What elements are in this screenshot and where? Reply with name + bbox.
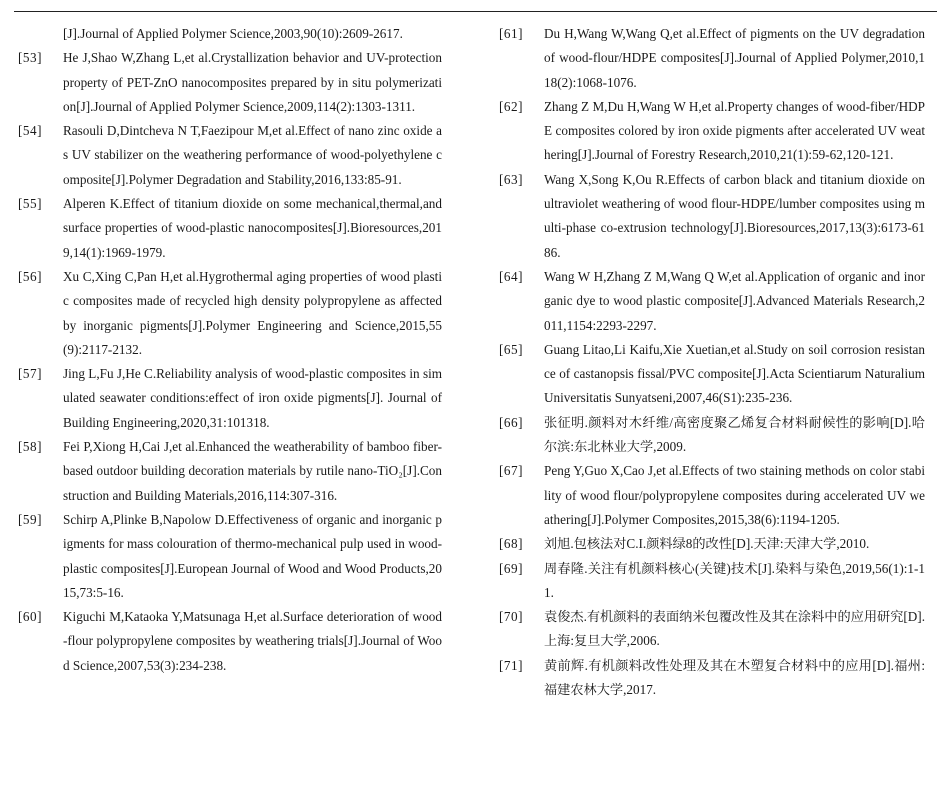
- reference-entry: [18, 508, 442, 605]
- reference-number: [65]: [499, 341, 523, 357]
- reference-number: [61]: [499, 26, 523, 41]
- reference-text: 袁俊杰.有机颜料的表面纳米包覆改性及其在涂料中的应用研究[D].上海:复旦大学,2006.: [544, 609, 925, 649]
- reference-text: Guang Litao,Li Kaifu,Xie Xuetian,et al.Study on soil corrosion resistance of castanopsis fissal/PVC composite[J].Acta Scientiarum Naturalium Universitatis Sunyatseni,2007,46(S1):235-236.: [544, 341, 925, 406]
- reference-entry: [18, 119, 442, 192]
- reference-number: [66]: [499, 414, 523, 430]
- reference-text: 周春隆.关注有机颜料核心(关键)技术[J].染料与染色,2019,56(1):1-11.: [544, 560, 925, 600]
- reference-number: [62]: [499, 98, 523, 114]
- reference-number: [68]: [499, 536, 523, 552]
- reference-number: [71]: [499, 657, 523, 673]
- reference-entry: [499, 605, 925, 654]
- reference-text: 张征明.颜料对木纤维/高密度聚乙烯复合材料耐候性的影响[D].哈尔滨:东北林业大学,2009.: [544, 414, 925, 455]
- reference-text: Xu C,Xing C,Pan H,et al.Hygrothermal aging properties of wood plastic composites made of recycled high density polypropylene as affected by inorganic pigments[J].Polymer Engineering and Science,2015,55(9):2117-2132.: [63, 268, 442, 357]
- reference-entry: [18, 605, 442, 678]
- reference-text: Rasouli D,Dintcheva N T,Faezipour M,et al.Effect of nano zinc oxide as UV stabilizer on the weathering performance of wood-polyethylene composite[J].Polymer Degradation and Stability,2016,133:85-91.: [63, 123, 442, 187]
- reference-number: [57]: [18, 366, 42, 382]
- reference-number: [67]: [499, 463, 523, 479]
- reference-number: [70]: [499, 609, 523, 625]
- reference-number: [64]: [499, 268, 523, 284]
- reference-column-right: [499, 22, 925, 702]
- reference-text: He J,Shao W,Zhang L,et al.Crystallization behavior and UV-protection property of PET-ZnO nanocomposites prepared by in situ polymerization[J].Journal of Applied Polymer Science,2009,114(2):1303-1311.: [63, 50, 442, 114]
- reference-number: [56]: [18, 268, 42, 284]
- reference-number: [58]: [18, 439, 42, 455]
- reference-text: Jing L,Fu J,He C.Reliability analysis of wood-plastic composites in simulated seawater conditions:effect of iron oxide pigments[J]. Journal of Building Engineering,2020,31:101318.: [63, 366, 442, 430]
- reference-entry: [18, 46, 442, 119]
- reference-number: [60]: [18, 609, 42, 625]
- reference-text: Du H,Wang W,Wang Q,et al.Effect of pigments on the UV degradation of wood-flour/HDPE composites[J].Journal of Applied Polymer,2010,118(2):1068-1076.: [544, 26, 925, 90]
- reference-number: [59]: [18, 511, 42, 527]
- reference-number: [63]: [499, 171, 523, 187]
- reference-number: [53]: [18, 50, 42, 66]
- reference-text: Peng Y,Guo X,Cao J,et al.Effects of two staining methods on color stability of wood flour/polypropylene composites during accelerated UV weathering[J].Polymer Composites,2015,38(6):1194-1205.: [544, 463, 925, 527]
- reference-text: Schirp A,Plinke B,Napolow D.Effectiveness of organic and inorganic pigments for mass colouration of thermo-mechanical pulp used in wood-plastic composites[J].European Journal of Wood and Wood Products,2015,73:5-16.: [63, 511, 442, 600]
- reference-column-left: [18, 22, 442, 678]
- reference-entry: [499, 265, 925, 338]
- reference-entry: [499, 22, 925, 95]
- reference-text: [J].Journal of Applied Polymer Science,2003,90(10):2609-2617.: [63, 26, 403, 41]
- reference-entry: [499, 95, 925, 168]
- header-rule: [14, 11, 937, 12]
- reference-text: Fei P,Xiong H,Cai J,et al.Enhanced the weatherability of bamboo fiber-based outdoor building decoration materials by rutile nano-TiO₂[J].Construction and Building Materials,2016,114:307-316.: [63, 439, 442, 503]
- reference-entry: [499, 168, 925, 265]
- reference-entry: [18, 435, 442, 508]
- reference-entry: [499, 459, 925, 532]
- reference-entry: [499, 557, 925, 606]
- reference-entry-continued: [18, 22, 442, 46]
- reference-text: Alperen K.Effect of titanium dioxide on some mechanical,thermal,and surface properties of wood-plastic nanocomposites[J].Bioresources,2019,14(1):1969-1979.: [63, 196, 442, 260]
- reference-entry: [499, 411, 925, 460]
- reference-text: Kiguchi M,Kataoka Y,Matsunaga H,et al.Surface deterioration of wood-flour polypropylene composites by weathering trials[J].Journal of Wood Science,2007,53(3):234-238.: [63, 609, 442, 673]
- reference-text: 黄前辉.有机颜料改性处理及其在木塑复合材料中的应用[D].福州:福建农林大学,2017.: [544, 657, 925, 698]
- reference-entry: [18, 192, 442, 265]
- reference-text: 刘旭.包核法对C.I.颜料绿8的改性[D].天津:天津大学,2010.: [544, 536, 870, 552]
- reference-number: [55]: [18, 196, 42, 212]
- reference-entry: [499, 338, 925, 411]
- reference-number: [54]: [18, 123, 42, 139]
- reference-number: [69]: [499, 560, 523, 576]
- reference-text: Zhang Z M,Du H,Wang W H,et al.Property changes of wood-fiber/HDPE composites colored by iron oxide pigments after accelerated UV weathering[J].Journal of Forestry Research,2010,21(1):59-62,120-121.: [544, 98, 925, 163]
- reference-entry: [18, 362, 442, 435]
- reference-text: Wang W H,Zhang Z M,Wang Q W,et al.Application of organic and inorganic dye to wood plastic composite[J].Advanced Materials Research,2011,1154:2293-2297.: [544, 268, 925, 333]
- reference-entry: [18, 265, 442, 362]
- reference-text: Wang X,Song K,Ou R.Effects of carbon black and titanium dioxide on ultraviolet weathering of wood flour-HDPE/lumber composites using multi-phase co-extrusion technology[J].Bioresources,2017,13(3):6173-6186.: [544, 171, 925, 260]
- reference-entry: [499, 532, 925, 556]
- reference-entry: [499, 654, 925, 703]
